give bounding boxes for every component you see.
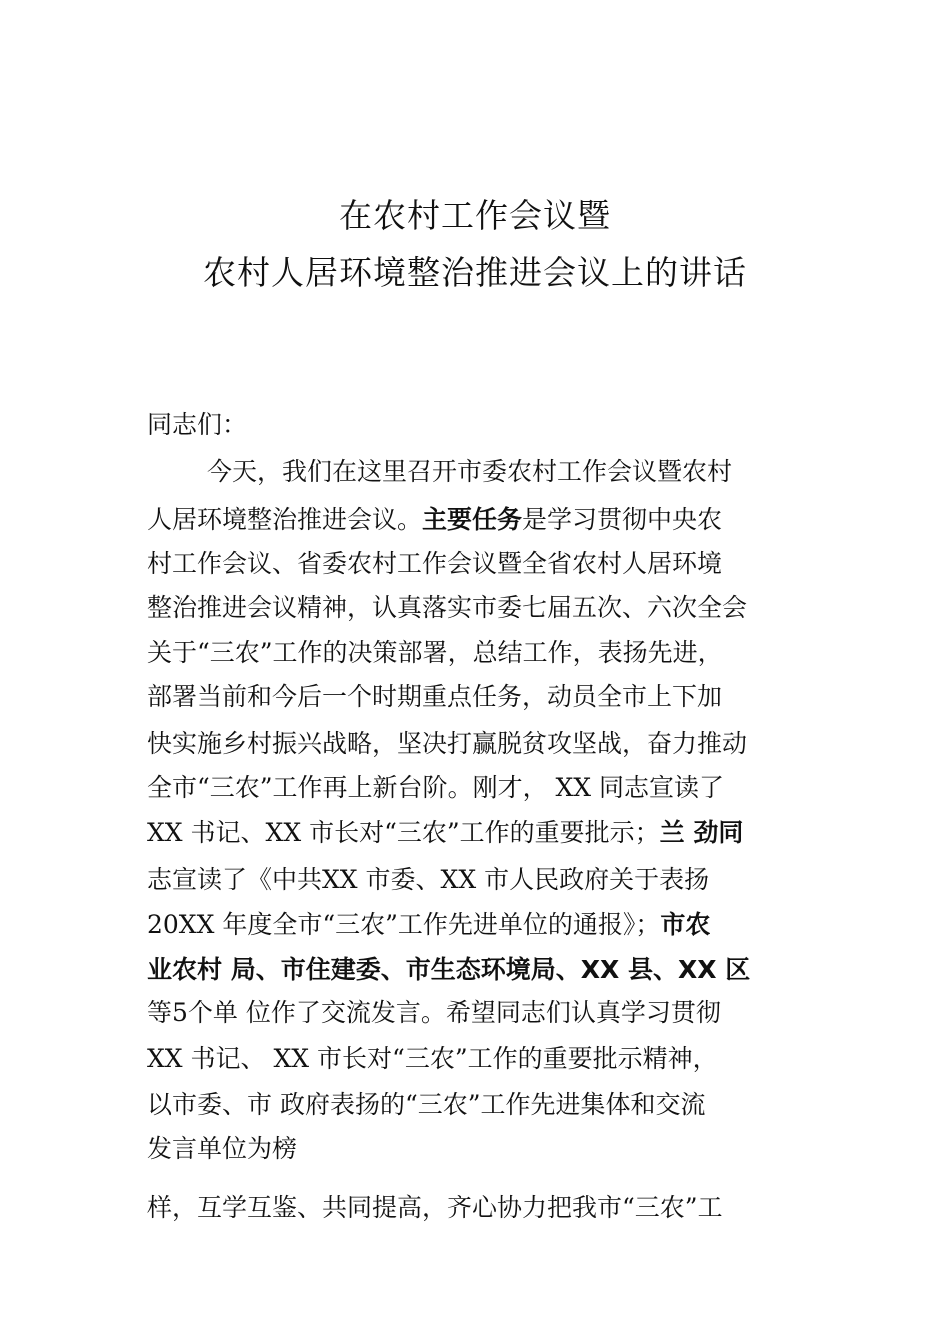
document-title-line-2: 农村人居环境整治推进会议上的讲话 bbox=[203, 253, 747, 292]
paragraph-line-11 bbox=[147, 910, 710, 940]
paragraph-text: 20XX 年度全市“三农”工作先进单位的通报》； bbox=[147, 910, 661, 939]
paragraph-line-15: 以市委、市 政府表扬的“三农”工作先进集体和交流 bbox=[147, 1090, 706, 1119]
paragraph-text: 人居环境整治推进会议。 bbox=[147, 505, 423, 534]
paragraph-line-3: 村工作会议、省委农村工作会议暨全省农村人居环境 bbox=[147, 549, 723, 578]
salutation: 同志们： bbox=[147, 410, 248, 439]
paragraph-line-10: 志宣读了《中共XX 市委、XX 市人民政府关于表扬 bbox=[147, 865, 710, 894]
paragraph-line-8: 全市“三农”工作再上新台阶。刚才， XX 同志宣读了 bbox=[147, 773, 725, 802]
paragraph-text: XX 书记、XX 市长对“三农”工作的重要批示； bbox=[147, 818, 660, 847]
paragraph-line-13: 等5个单 位作了交流发言。希望同志们认真学习贯彻 bbox=[147, 998, 721, 1027]
paragraph-line-2 bbox=[147, 505, 722, 535]
bold-name: 兰 劲 bbox=[659, 818, 719, 847]
document-title-line-1: 在农村工作会议暨 bbox=[339, 196, 611, 235]
paragraph-line-17: 样，互学互鉴、共同提高，齐心协力把我市“三农”工 bbox=[147, 1193, 723, 1222]
bold-text: 同 bbox=[718, 818, 744, 847]
bold-phrase: 主要任务 bbox=[422, 505, 523, 534]
paragraph-line-9 bbox=[147, 818, 743, 848]
paragraph-line-1: 今天，我们在这里召开市委农村工作会议暨农村 bbox=[207, 457, 733, 486]
paragraph-text: 是学习贯彻中央农 bbox=[522, 505, 723, 534]
paragraph-line-16: 发言单位为榜 bbox=[147, 1134, 298, 1163]
bold-phrase: 市农 bbox=[660, 910, 711, 939]
paragraph-line-12: 业农村 局、市住建委、市生态环境局、XX 县、XX 区 bbox=[147, 955, 751, 984]
paragraph-line-6: 部署当前和今后一个时期重点任务，动员全市上下加 bbox=[147, 682, 723, 711]
paragraph-line-14: XX 书记、 XX 市长对“三农”工作的重要批示精神， bbox=[147, 1044, 718, 1073]
paragraph-line-7: 快实施乡村振兴战略，坚决打赢脱贫攻坚战，奋力推动 bbox=[147, 729, 748, 758]
paragraph-line-4: 整治推进会议精神，认真落实市委七届五次、六次全会 bbox=[147, 593, 748, 622]
paragraph-line-5: 关于“三农”工作的决策部署，总结工作，表扬先进， bbox=[147, 638, 723, 667]
